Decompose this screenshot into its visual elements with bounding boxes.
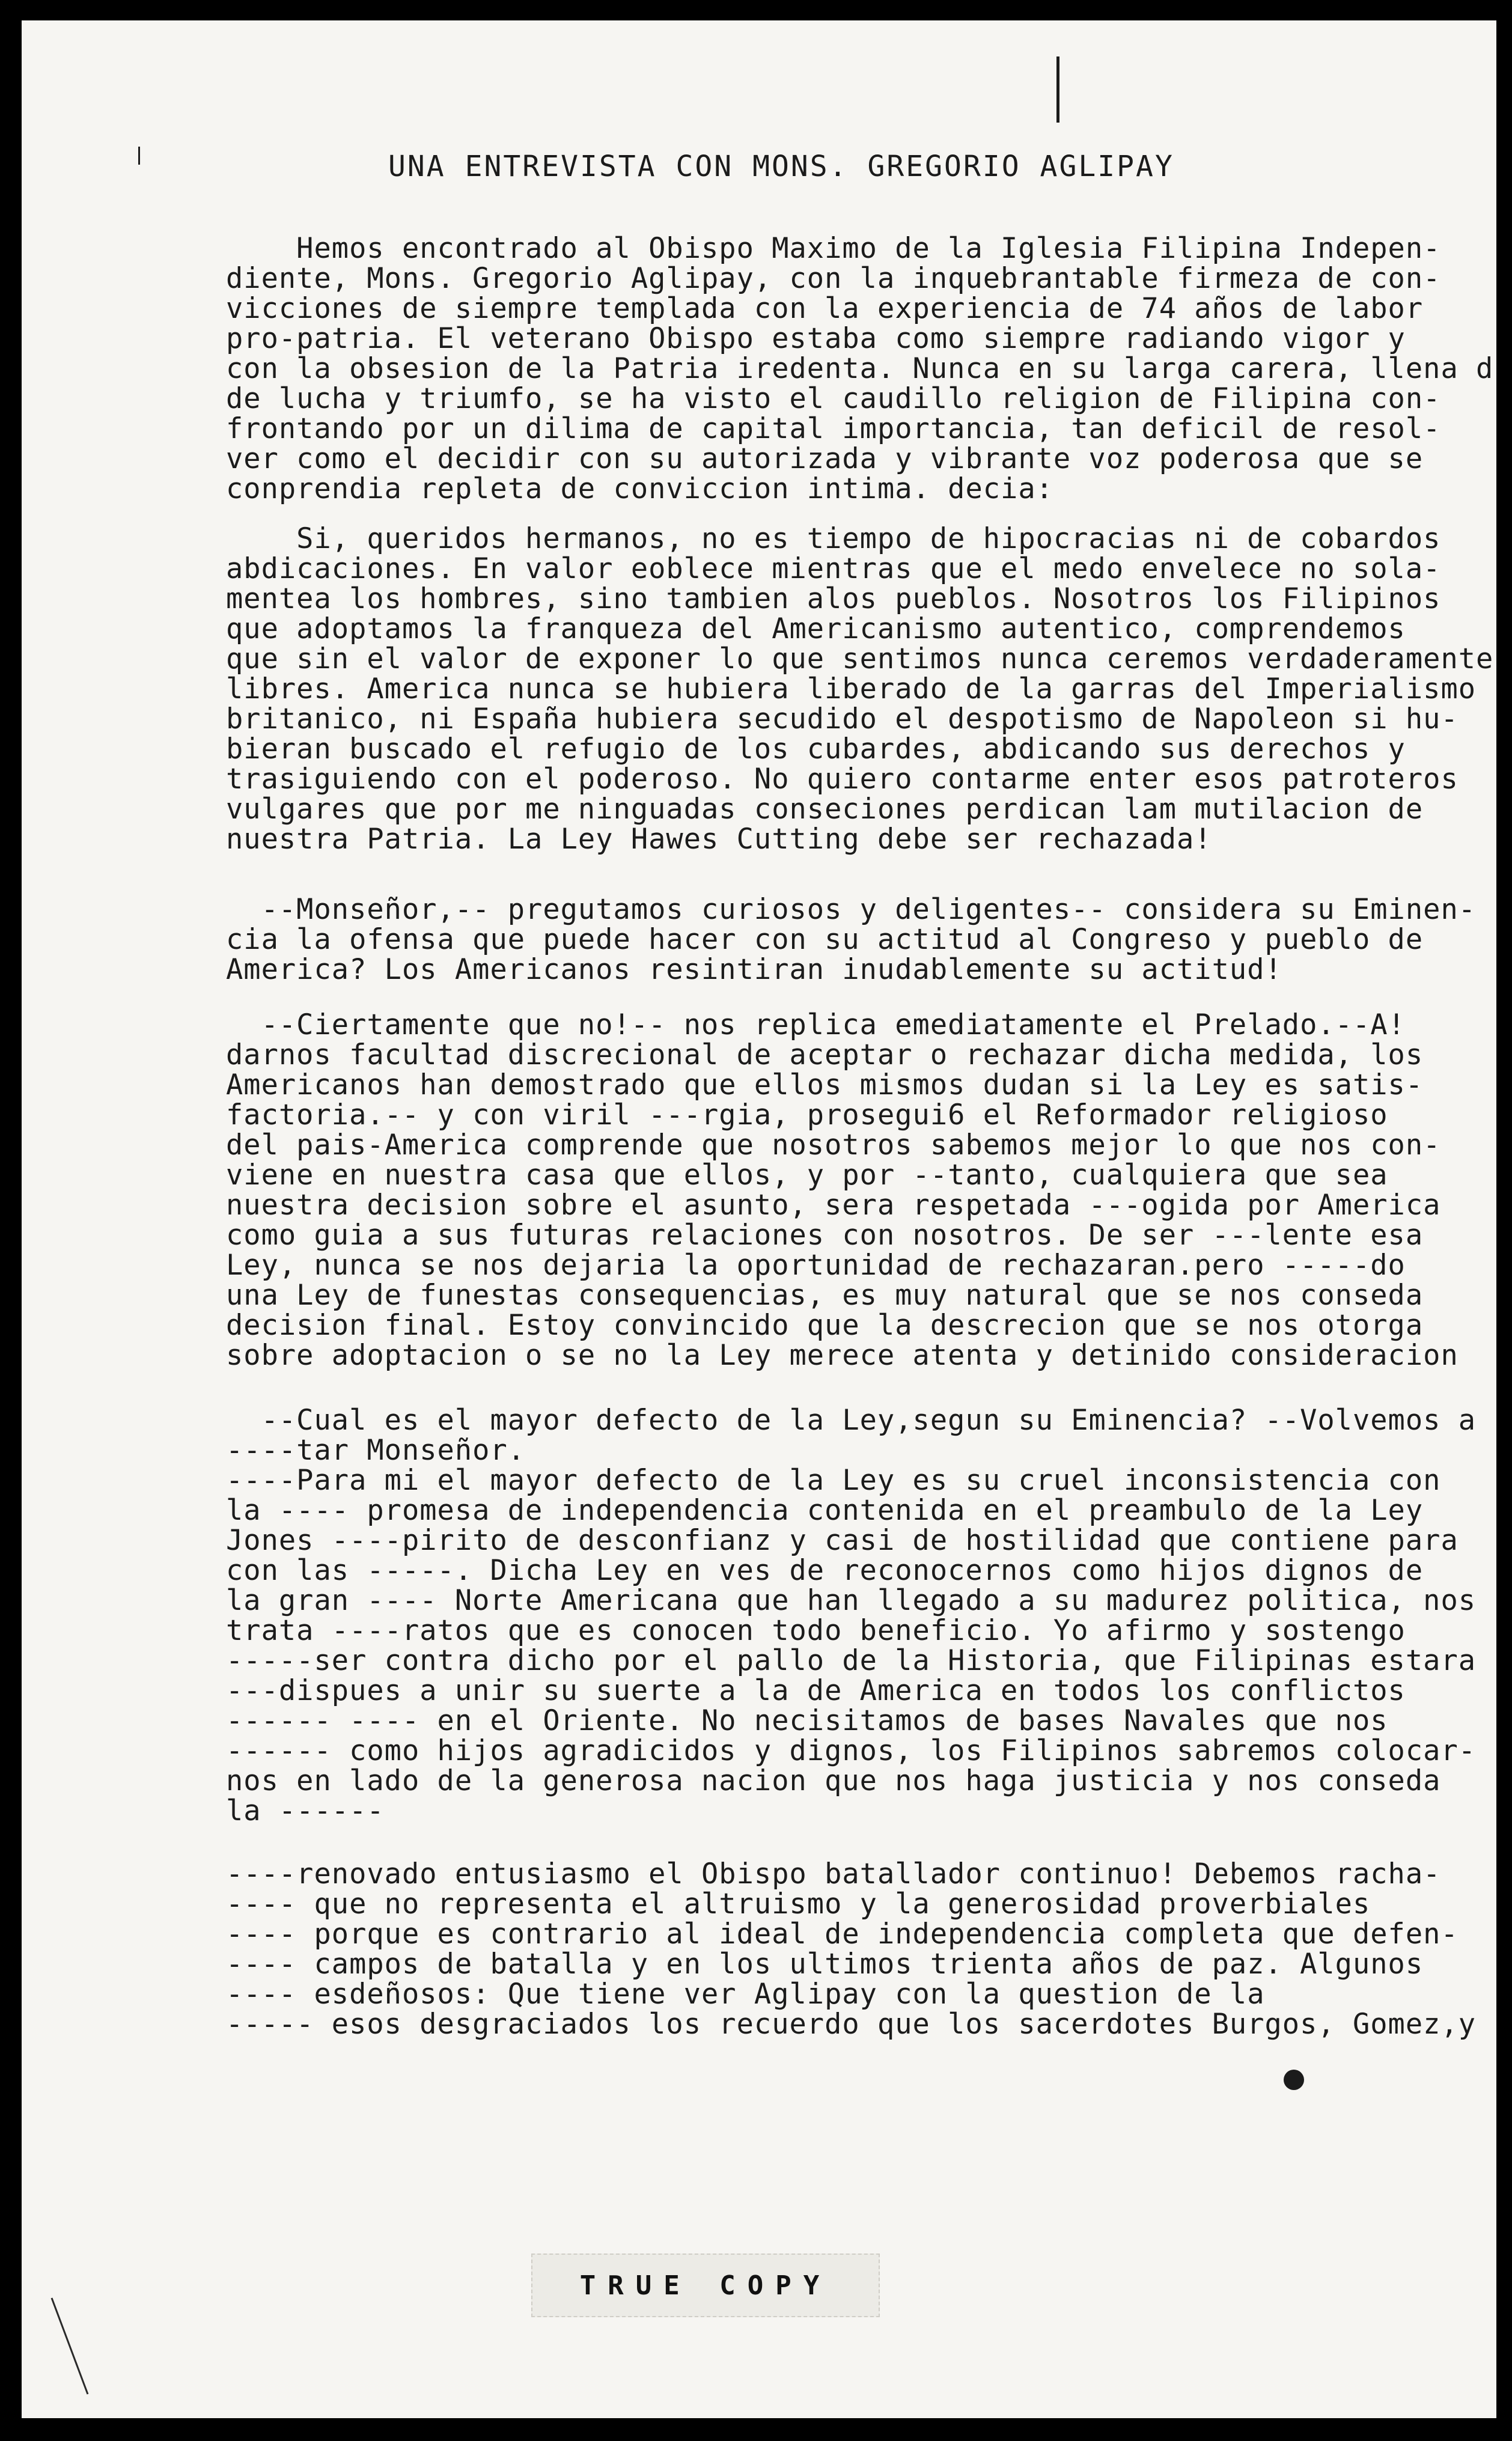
text-line: darnos facultad discrecional de aceptar o rechazar dicha medida, los: [226, 1038, 1424, 1071]
text-line: factoria.-- y con viril ---rgia, prosegui6 el Reformador religioso: [226, 1099, 1388, 1132]
text-line: del pais-America comprende que nosotros sabemos mejor lo que nos con-: [226, 1129, 1441, 1162]
text-line: ----- esos desgraciados los recuerdo que los sacerdotes Burgos, Gomez,y: [226, 2008, 1477, 2041]
ink-dot: [1284, 2070, 1304, 2090]
text-line: vicciones de siempre templada con la experiencia de 74 años de labor: [226, 292, 1424, 325]
text-line: abdicaciones. En valor eoblece mientras que el medo envelece no sola-: [226, 552, 1441, 585]
text-line: la ------: [226, 1794, 385, 1827]
stamp-text: TRUE COPY: [579, 2270, 832, 2301]
text-line: nos en lado de la generosa nacion que nos haga justicia y nos conseda: [226, 1764, 1441, 1797]
text-line: ver como el decidir con su autorizada y vibrante voz poderosa que se: [226, 442, 1424, 475]
text-line: de lucha y triumfo, se ha visto el caudillo religion de Filipina con-: [226, 382, 1441, 415]
text-line: libres. America nunca se hubiera liberado de la garras del Imperialismo: [226, 672, 1477, 705]
text-line: nuestra decision sobre el asunto, sera respetada ---ogida por America: [226, 1189, 1441, 1222]
text-line: --Ciertamente que no!-- nos replica emediatamente el Prelado.--A!: [226, 1008, 1406, 1041]
text-line: ------ como hijos agradicidos y dignos, los Filipinos sabremos colocar-: [226, 1734, 1477, 1767]
text-line: conprendia repleta de conviccion intima. decia:: [226, 472, 1053, 505]
corner-fold-mark: [46, 2292, 100, 2400]
true-copy-stamp: [531, 2254, 880, 2317]
text-line: ---- porque es contrario al ideal de independencia completa que defen-: [226, 1918, 1459, 1951]
text-line: viene en nuestra casa que ellos, y por --tanto, cualquiera que sea: [226, 1159, 1388, 1192]
paragraph-question-1: [226, 895, 1494, 985]
text-line: que sin el valor de exponer lo que sentimos nunca ceremos verdaderamente: [226, 642, 1494, 675]
paragraph-closing: [226, 1859, 1494, 2040]
left-margin-mark: [138, 147, 140, 165]
text-line: ---- campos de batalla y en los ultimos trienta años de paz. Algunos: [226, 1948, 1424, 1981]
text-line: ---- esdeñosos: Que tiene ver Aglipay con la question de la: [226, 1978, 1265, 2011]
text-line: sobre adoptacion o se no la Ley merece atenta y detinido consideracion: [226, 1339, 1459, 1372]
text-line: con las -----. Dicha Ley en ves de reconocernos como hijos dignos de: [226, 1554, 1424, 1587]
text-line: ----Para mi el mayor defecto de la Ley es su cruel inconsistencia con: [226, 1464, 1441, 1497]
text-line: ------ ---- en el Oriente. No necisitamos de bases Navales que nos: [226, 1704, 1388, 1737]
text-line: Ley, nunca se nos dejaria la oportunidad de rechazaran.pero -----do: [226, 1249, 1406, 1282]
text-line: mentea los hombres, sino tambien alos pueblos. Nosotros los Filipinos: [226, 582, 1441, 615]
text-line: diente, Mons. Gregorio Aglipay, con la inquebrantable firmeza de con-: [226, 262, 1441, 295]
text-line: Hemos encontrado al Obispo Maximo de la Iglesia Filipina Indepen-: [226, 232, 1441, 265]
text-line: ---- que no representa el altruismo y la generosidad proverbiales: [226, 1888, 1371, 1921]
text-line: vulgares que por me ninguadas conseciones perdican lam mutilacion de: [226, 793, 1424, 826]
text-line: frontando por un dilima de capital importancia, tan deficil de resol-: [226, 412, 1441, 445]
text-line: -----ser contra dicho por el pallo de la Historia, que Filipinas estara: [226, 1644, 1477, 1677]
paragraph-intro: [226, 234, 1494, 504]
text-line: trata ----ratos que es conocen todo beneficio. Yo afirmo y sostengo: [226, 1614, 1406, 1647]
text-line: Si, queridos hermanos, no es tiempo de hipocracias ni de cobardos: [226, 522, 1441, 555]
text-line: nuestra Patria. La Ley Hawes Cutting debe ser rechazada!: [226, 823, 1212, 856]
text-line: decision final. Estoy convincido que la descrecion que se nos otorga: [226, 1309, 1424, 1342]
text-line: que adoptamos la franqueza del Americanismo autentico, comprendemos: [226, 612, 1406, 645]
text-line: ----renovado entusiasmo el Obispo batallador continuo! Debemos racha-: [226, 1857, 1441, 1891]
text-line: cia la ofensa que puede hacer con su actitud al Congreso y pueblo de: [226, 923, 1424, 956]
top-scan-mark: [1056, 56, 1059, 123]
text-line: bieran buscado el refugio de los cubardes, abdicando sus derechos y: [226, 733, 1406, 766]
text-line: pro-patria. El veterano Obispo estaba como siempre radiando vigor y: [226, 322, 1406, 355]
document-title: UNA ENTREVISTA CON MONS. GREGORIO AGLIPAY: [388, 150, 1174, 183]
document-page: [22, 20, 1496, 2418]
paragraph-question-2: [226, 1406, 1494, 1826]
paragraph-speech: [226, 524, 1494, 855]
text-line: una Ley de funestas consequencias, es muy natural que se nos conseda: [226, 1279, 1424, 1312]
text-line: britanico, ni España hubiera secudido el despotismo de Napoleon si hu-: [226, 702, 1459, 736]
text-line: la gran ---- Norte Americana que han llegado a su madurez politica, nos: [226, 1584, 1477, 1617]
text-line: con la obsesion de la Patria iredenta. Nunca en su larga carera, llena d: [226, 352, 1494, 385]
text-line: ---dispues a unir su suerte a la de America en todos los conflictos: [226, 1674, 1406, 1707]
text-line: la ---- promesa de independencia contenida en el preambulo de la Ley: [226, 1494, 1424, 1527]
text-line: como guia a sus futuras relaciones con nosotros. De ser ---lente esa: [226, 1219, 1424, 1252]
text-line: ----tar Monseñor.: [226, 1434, 526, 1467]
text-line: Americanos han demostrado que ellos mismos dudan si la Ley es satis-: [226, 1068, 1424, 1102]
text-line: --Cual es el mayor defecto de la Ley,segun su Eminencia? --Volvemos a: [226, 1404, 1477, 1437]
paragraph-answer-1: [226, 1010, 1494, 1371]
text-line: --Monseñor,-- pregutamos curiosos y deligentes-- considera su Eminen-: [226, 893, 1477, 926]
text-line: trasiguiendo con el poderoso. No quiero contarme enter esos patroteros: [226, 763, 1459, 796]
text-line: Jones ----pirito de desconfianz y casi de hostilidad que contiene para: [226, 1524, 1459, 1557]
text-line: America? Los Americanos resintiran inudablemente su actitud!: [226, 953, 1282, 986]
